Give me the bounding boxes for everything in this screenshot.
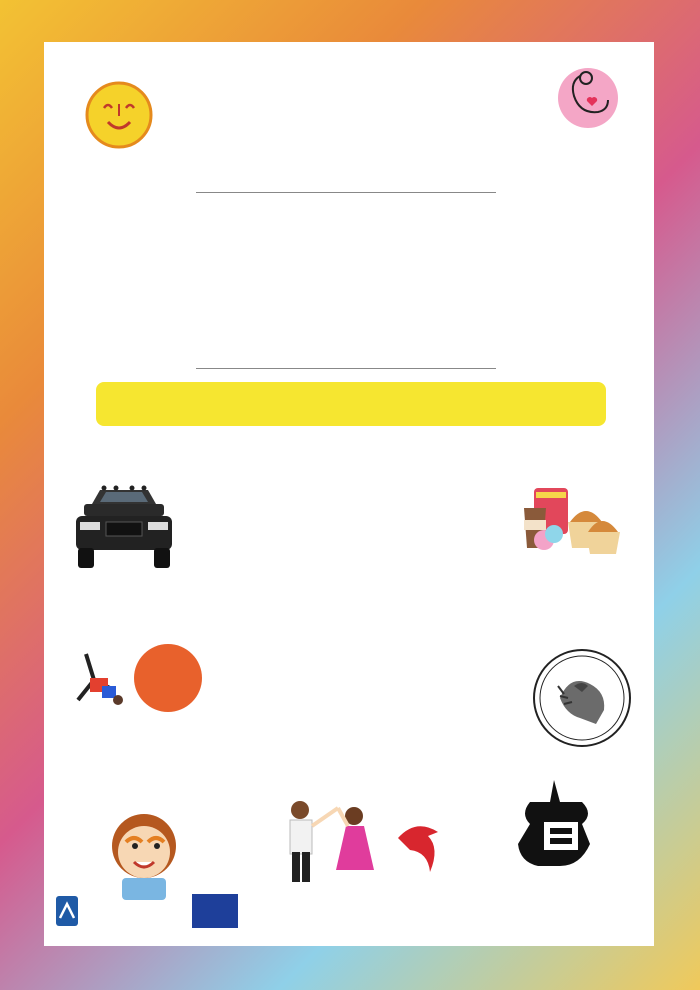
border-people-right <box>654 40 700 950</box>
border-people-bottom <box>0 942 700 990</box>
interreg-mark-icon <box>56 896 78 926</box>
eu-logo <box>192 894 352 930</box>
faber-logo-icon <box>398 826 438 872</box>
poster-panel <box>44 42 654 946</box>
painted-child-icon <box>112 814 176 900</box>
sun-logo <box>64 60 174 170</box>
face-painting <box>56 762 226 912</box>
refreshments <box>482 422 654 582</box>
border-people-top <box>0 0 700 48</box>
faber-dance-team <box>242 742 472 892</box>
food-drinks-icon <box>524 488 620 554</box>
element-logo-icon <box>518 780 590 866</box>
truck-icon <box>76 486 172 569</box>
mamina-logo <box>550 62 640 172</box>
falconers <box>514 602 654 752</box>
dancing-children-icon <box>290 801 374 882</box>
divider-top <box>196 192 496 193</box>
umc-logo <box>496 884 646 938</box>
eu-flag-icon <box>192 894 238 928</box>
border-people-left <box>0 40 46 950</box>
parkour-athlete-icon <box>78 654 123 705</box>
exhibition-car <box>54 422 194 582</box>
parkour <box>60 598 210 718</box>
program-banner <box>96 382 606 426</box>
divider-bottom <box>196 368 496 369</box>
element-dance-club <box>476 738 654 888</box>
interreg-logo <box>56 892 182 932</box>
mamina-mother-icon <box>550 62 640 132</box>
muv-school-logo <box>134 644 202 712</box>
